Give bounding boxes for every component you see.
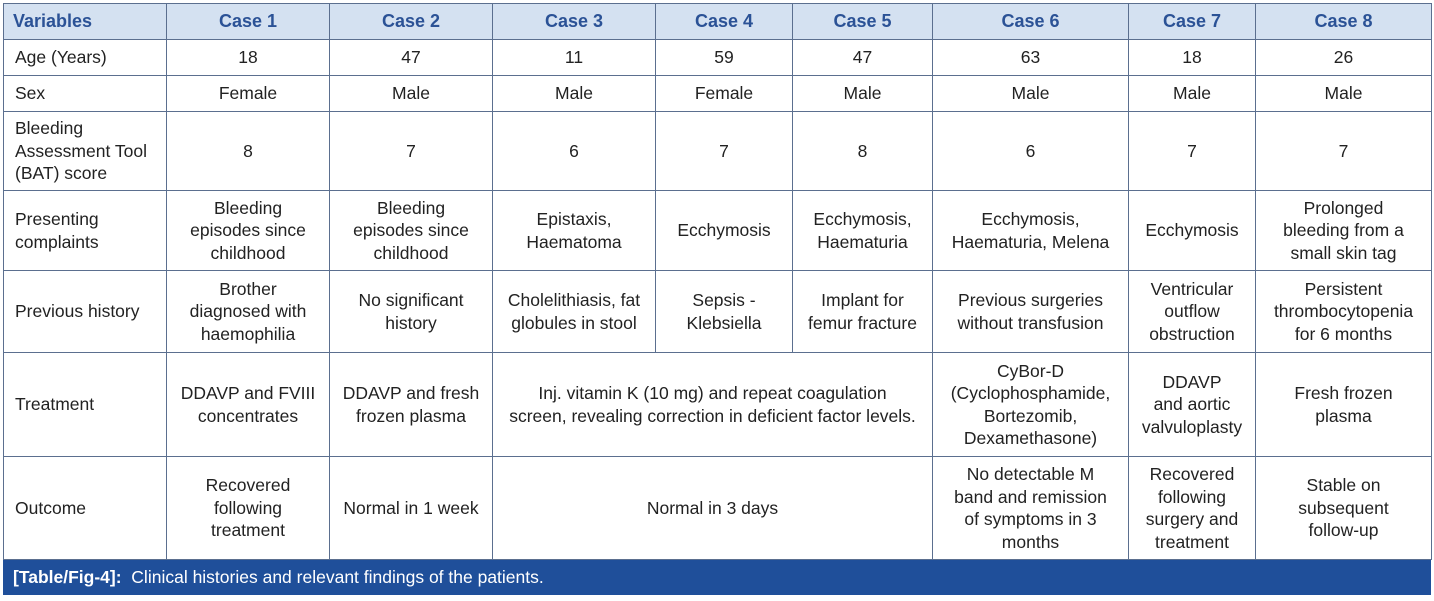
row-outcome: [4, 457, 1432, 560]
header-row: [4, 4, 1432, 40]
caption-tag: [Table/Fig-4]:: [13, 567, 122, 587]
cell-age-case-2: 47: [330, 40, 493, 76]
header-case-1: Case 1: [167, 4, 330, 40]
cell-sex-case-6: Male: [933, 76, 1129, 112]
cell-treatment-case-6: CyBor-D (Cyclophosphamide, Bortezomib, Dexamethasone): [933, 353, 1129, 457]
cell-outcome-case-8: Stable on subsequent follow-up: [1256, 457, 1432, 560]
cell-sex-case-3: Male: [493, 76, 656, 112]
cell-history-case-7: Ventricular outflow obstruction: [1129, 271, 1256, 353]
cell-age-case-6: 63: [933, 40, 1129, 76]
cell-treatment-case-7: DDAVP and aortic valvuloplasty: [1129, 353, 1256, 457]
cell-sex-case-4: Female: [656, 76, 793, 112]
cell-age-case-5: 47: [793, 40, 933, 76]
cell-bat-case-5: 8: [793, 112, 933, 191]
cell-presenting-case-5: Ecchymosis, Haematuria: [793, 191, 933, 271]
clinical-histories-table: [3, 3, 1432, 560]
cell-presenting-case-4: Ecchymosis: [656, 191, 793, 271]
cell-history-case-4: Sepsis - Klebsiella: [656, 271, 793, 353]
cell-presenting-case-2: Bleeding episodes since childhood: [330, 191, 493, 271]
cell-bat-case-7: 7: [1129, 112, 1256, 191]
header-case-6: Case 6: [933, 4, 1129, 40]
row-presenting-complaints: [4, 191, 1432, 271]
row-previous-history: [4, 271, 1432, 353]
row-label-bat-score: Bleeding Assessment Tool (BAT) score: [4, 112, 167, 191]
cell-bat-case-4: 7: [656, 112, 793, 191]
cell-presenting-case-3: Epistaxis, Haematoma: [493, 191, 656, 271]
cell-bat-case-3: 6: [493, 112, 656, 191]
cell-age-case-3: 11: [493, 40, 656, 76]
cell-presenting-case-6: Ecchymosis, Haematuria, Melena: [933, 191, 1129, 271]
cell-sex-case-1: Female: [167, 76, 330, 112]
cell-history-case-6: Previous surgeries without transfusion: [933, 271, 1129, 353]
header-case-4: Case 4: [656, 4, 793, 40]
row-treatment: [4, 353, 1432, 457]
caption-text: Clinical histories and relevant findings of the patients.: [131, 567, 544, 587]
row-label-sex: Sex: [4, 76, 167, 112]
cell-bat-case-6: 6: [933, 112, 1129, 191]
row-label-age: Age (Years): [4, 40, 167, 76]
cell-age-case-8: 26: [1256, 40, 1432, 76]
cell-bat-case-8: 7: [1256, 112, 1432, 191]
row-bat-score: [4, 112, 1432, 191]
cell-sex-case-8: Male: [1256, 76, 1432, 112]
cell-treatment-case-2: DDAVP and fresh frozen plasma: [330, 353, 493, 457]
header-variables: Variables: [4, 4, 167, 40]
cell-treatment-cases-3-5: Inj. vitamin K (10 mg) and repeat coagulation screen, revealing correction in deficient factor levels.: [493, 353, 933, 457]
header-case-8: Case 8: [1256, 4, 1432, 40]
cell-presenting-case-8: Prolonged bleeding from a small skin tag: [1256, 191, 1432, 271]
cell-history-case-8: Persistent thrombocytopenia for 6 months: [1256, 271, 1432, 353]
row-sex: [4, 76, 1432, 112]
table-caption: [3, 560, 1431, 595]
cell-presenting-case-1: Bleeding episodes since childhood: [167, 191, 330, 271]
cell-history-case-2: No significant history: [330, 271, 493, 353]
cell-outcome-case-2: Normal in 1 week: [330, 457, 493, 560]
cell-history-case-5: Implant for femur fracture: [793, 271, 933, 353]
header-case-2: Case 2: [330, 4, 493, 40]
cell-sex-case-7: Male: [1129, 76, 1256, 112]
cell-age-case-4: 59: [656, 40, 793, 76]
row-label-treatment: Treatment: [4, 353, 167, 457]
cell-treatment-case-8: Fresh frozen plasma: [1256, 353, 1432, 457]
clinical-table-figure: [3, 3, 1431, 595]
cell-history-case-1: Brother diagnosed with haemophilia: [167, 271, 330, 353]
row-label-previous-history: Previous history: [4, 271, 167, 353]
cell-outcome-case-7: Recovered following surgery and treatment: [1129, 457, 1256, 560]
cell-sex-case-5: Male: [793, 76, 933, 112]
cell-bat-case-2: 7: [330, 112, 493, 191]
cell-presenting-case-7: Ecchymosis: [1129, 191, 1256, 271]
cell-bat-case-1: 8: [167, 112, 330, 191]
row-age: [4, 40, 1432, 76]
header-case-7: Case 7: [1129, 4, 1256, 40]
cell-age-case-1: 18: [167, 40, 330, 76]
cell-outcome-cases-3-5: Normal in 3 days: [493, 457, 933, 560]
row-label-presenting-complaints: Presenting complaints: [4, 191, 167, 271]
header-case-3: Case 3: [493, 4, 656, 40]
row-label-outcome: Outcome: [4, 457, 167, 560]
cell-sex-case-2: Male: [330, 76, 493, 112]
cell-history-case-3: Cholelithiasis, fat globules in stool: [493, 271, 656, 353]
cell-outcome-case-6: No detectable M band and remission of symptoms in 3 months: [933, 457, 1129, 560]
cell-outcome-case-1: Recovered following treatment: [167, 457, 330, 560]
header-case-5: Case 5: [793, 4, 933, 40]
cell-age-case-7: 18: [1129, 40, 1256, 76]
cell-treatment-case-1: DDAVP and FVIII concentrates: [167, 353, 330, 457]
